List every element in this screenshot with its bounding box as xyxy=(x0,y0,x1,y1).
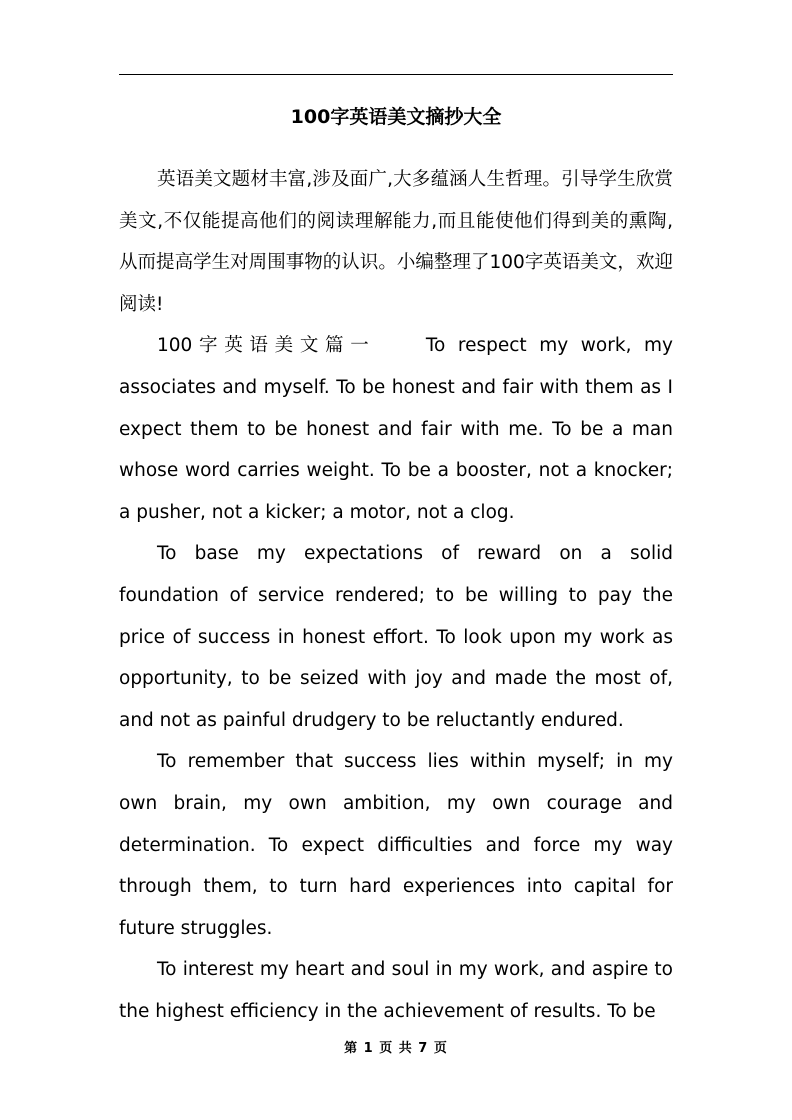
page-number-footer: 第 1 页 共 7 页 xyxy=(344,1041,448,1056)
body-paragraph: To interest my heart and soul in my work, and aspire to the highest efficiency in the achievement of results. To be xyxy=(119,959,673,1022)
body-paragraph: To base my expectations of reward on a solid foundation of service rendered; to be willing to pay the price of success in honest effort. To look upon my work as opportunity, to be seized with joy and made the most of, and not as painful drudgery to be reluctantly endured. xyxy=(119,543,673,731)
header-rule xyxy=(119,74,673,75)
document-title: 100字英语美文摘抄大全 xyxy=(290,106,502,128)
intro-paragraph: 英语美文题材丰富,涉及面广,大多蕴涵人生哲理。引导学生欣赏美文,不仅能提高他们的阅读理解能力,而且能使他们得到美的熏陶,从而提高学生对周围事物的认识。小编整理了100字英语美文，欢迎阅读! xyxy=(119,169,673,315)
body-paragraph: To remember that success lies within myself; in my own brain, my own ambition, my own courage and determination. To expect difficulties and force my way through them, to turn hard experiences into capital for future struggles. xyxy=(119,751,673,939)
body-paragraph: 100字英语美文篇一 To respect my work, my associates and myself. To be honest and fair with them as I expect them to be honest and fair with me. To be a man whose word carries weight. To be a booster, not a knocker; a pusher, not a kicker; a motor, not a clog. xyxy=(119,335,673,523)
document-body xyxy=(119,159,673,1032)
